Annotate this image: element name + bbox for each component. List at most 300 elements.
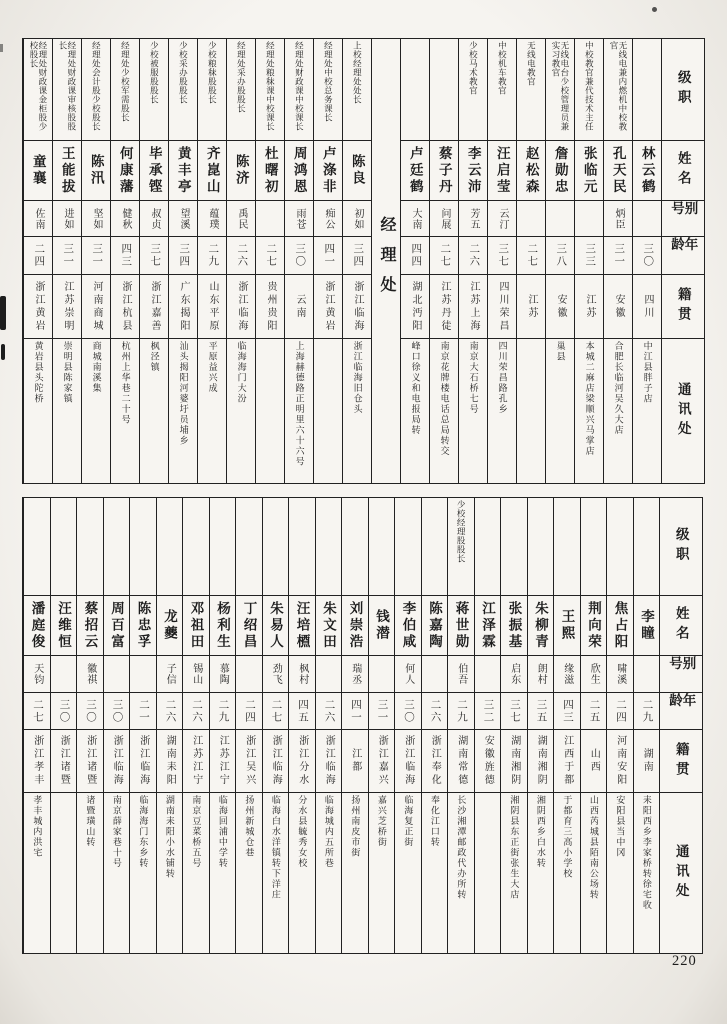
native-cell [157, 730, 183, 793]
name-cell-text: 李瞳 [639, 609, 654, 642]
section-label: 经理处 [378, 216, 395, 306]
name-cell [314, 141, 342, 201]
address-cell [475, 793, 501, 953]
address-cell-text: 临海海门大汾 [236, 341, 247, 404]
alias-cell [316, 656, 342, 693]
address-cell [501, 793, 527, 953]
address-cell-text: 安阳县当中冈 [615, 795, 626, 858]
native-cell [517, 275, 545, 339]
header-label-native: 籍贯 [675, 287, 691, 326]
native-cell-text: 江苏江宁 [190, 735, 202, 787]
name-cell-text: 卢廷鹤 [407, 145, 423, 196]
alias-cell [140, 201, 168, 237]
alias-cell [314, 201, 342, 237]
address-cell-text: 山西芮城县陌南公场转 [588, 795, 599, 900]
native-cell [581, 730, 607, 793]
header-cell-native [662, 275, 704, 339]
age-cell-text: 二七 [526, 243, 538, 268]
alias-cell [422, 656, 448, 693]
native-cell-text: 安徽旌德 [482, 735, 494, 787]
age-cell-text: 二七 [265, 243, 277, 268]
age-cell [607, 693, 633, 730]
alias-cell-text: 痴公 [323, 207, 334, 230]
age-cell-text: 二四 [615, 698, 626, 724]
native-cell [82, 275, 110, 339]
name-cell [140, 141, 168, 201]
header-label-rank: 级职 [673, 527, 689, 566]
name-cell [289, 596, 315, 656]
rank-cell [395, 498, 421, 596]
address-cell-text: 黄岩县头陀桥 [33, 341, 44, 404]
address-cell-text: 汕头揭阳河婆圩员埔乡 [178, 341, 189, 446]
address-cell [111, 339, 139, 483]
person-column [421, 498, 448, 953]
address-cell [316, 793, 342, 953]
address-cell [607, 793, 633, 953]
person-column [315, 498, 342, 953]
native-cell [24, 275, 52, 339]
alias-cell-text: 叔贞 [149, 207, 160, 230]
alias-cell [517, 201, 545, 237]
age-cell-text: 三一 [613, 243, 625, 268]
alias-cell [475, 656, 501, 693]
native-cell [256, 275, 284, 339]
header-cell-rank [660, 498, 702, 596]
scan-artifact [0, 44, 3, 52]
person-column [255, 39, 284, 483]
age-cell-text: 二九 [641, 698, 653, 724]
age-cell [24, 237, 52, 275]
age-cell-text: 三一 [91, 243, 103, 268]
rank-cell-text: 少校被服股股长 [149, 41, 160, 104]
rank-cell [169, 39, 197, 141]
address-cell [395, 793, 421, 953]
name-cell-text: 刘崇浩 [347, 600, 363, 651]
person-column [516, 39, 545, 483]
rank-cell [157, 498, 183, 596]
age-cell-text: 三二 [482, 698, 494, 724]
header-column [661, 39, 704, 483]
rank-cell-text: 经理处财政课中校课长 [294, 41, 305, 131]
alias-cell-text: 欣生 [588, 663, 600, 685]
native-cell-text: 浙江临海 [137, 735, 149, 787]
header-cell-name [660, 596, 702, 656]
rank-cell-text: 无线电台少校管理员兼实习教官 [551, 41, 570, 131]
address-cell [401, 339, 429, 483]
name-cell [198, 141, 226, 201]
address-cell [236, 793, 262, 953]
name-cell-text: 杜曙初 [262, 145, 278, 196]
age-cell-text: 三〇 [642, 243, 654, 268]
rank-cell [633, 39, 661, 141]
rank-cell [546, 39, 574, 141]
name-cell-text: 荆向荣 [586, 600, 601, 651]
native-cell-text: 浙江杭县 [120, 280, 131, 333]
age-cell-text: 二四 [33, 243, 45, 268]
name-cell-text: 齐崑山 [204, 145, 220, 196]
name-cell-text: 卢涤非 [320, 145, 336, 196]
name-cell [581, 596, 607, 656]
alias-cell-text: 朗村 [535, 663, 547, 685]
name-cell [210, 596, 236, 656]
age-cell [634, 693, 660, 730]
native-cell-text: 江苏崇明 [62, 280, 73, 333]
header-cell-name [662, 141, 704, 201]
address-cell [575, 339, 603, 483]
name-cell [369, 596, 395, 656]
native-cell-text: 浙江临海 [236, 280, 247, 333]
rank-cell [227, 39, 255, 141]
name-cell [501, 596, 527, 656]
age-cell [140, 237, 168, 275]
alias-cell [263, 656, 289, 693]
native-cell [604, 275, 632, 339]
alias-cell-text: 何人 [402, 663, 414, 685]
section-column [371, 39, 400, 483]
person-column [52, 39, 81, 483]
alias-cell [528, 656, 554, 693]
address-cell [343, 339, 371, 483]
native-cell-text: 江苏江宁 [217, 735, 229, 787]
address-cell-text: 湘阴西乡白水转 [535, 795, 546, 869]
person-column [580, 498, 607, 953]
address-cell-text: 平原益兴成 [207, 341, 218, 394]
name-cell [130, 596, 156, 656]
address-cell-text: 上海赫德路正明里六十六号 [294, 341, 305, 467]
alias-cell-text: 望溪 [178, 207, 189, 230]
name-cell [430, 141, 458, 201]
address-cell-text: 崇明县陈家镇 [62, 341, 73, 404]
name-cell-text: 詹勋忠 [552, 145, 568, 196]
native-cell-text: 湖北沔阳 [410, 280, 421, 333]
person-column [633, 498, 660, 953]
name-cell [343, 141, 371, 201]
age-cell [82, 237, 110, 275]
alias-cell-text: 禹民 [236, 207, 247, 230]
rank-cell [236, 498, 262, 596]
alias-cell-text: 问展 [439, 207, 450, 230]
alias-cell [210, 656, 236, 693]
age-cell-text: 二九 [217, 698, 229, 724]
name-cell [517, 141, 545, 201]
rank-cell-text: 少校马术教官 [468, 41, 479, 95]
person-column [632, 39, 661, 483]
address-cell [546, 339, 574, 483]
age-cell [24, 693, 50, 730]
address-cell [488, 339, 516, 483]
name-cell [111, 141, 139, 201]
name-cell [604, 141, 632, 201]
age-cell-text: 二六 [164, 698, 176, 724]
native-cell [475, 730, 501, 793]
alias-cell [285, 201, 313, 237]
age-cell [198, 237, 226, 275]
address-cell-text: 商城南溪集 [91, 341, 102, 394]
native-cell-text: 贵州贵阳 [265, 280, 276, 333]
address-cell [554, 793, 580, 953]
rank-cell-text: 上校经理处处长 [352, 41, 363, 104]
native-cell-text: 浙江临海 [270, 735, 282, 787]
alias-cell [111, 201, 139, 237]
age-cell [395, 693, 421, 730]
name-cell-text: 朱易人 [268, 600, 283, 651]
alias-cell [24, 201, 52, 237]
alias-cell [604, 201, 632, 237]
native-cell-text: 浙江吴兴 [243, 735, 255, 787]
rank-cell [256, 39, 284, 141]
native-cell-text: 江苏上海 [468, 280, 479, 333]
name-cell [401, 141, 429, 201]
age-cell-text: 三八 [555, 243, 567, 268]
alias-cell-text: 大南 [410, 207, 421, 230]
roster-table-bottom [22, 497, 703, 954]
native-cell [236, 730, 262, 793]
person-column [574, 39, 603, 483]
age-cell [401, 237, 429, 275]
rank-cell [140, 39, 168, 141]
address-cell-text: 扬州新城仓巷 [244, 795, 255, 858]
name-cell-text: 陈汛 [88, 154, 104, 187]
age-cell [475, 693, 501, 730]
rank-cell [130, 498, 156, 596]
rank-cell [401, 39, 429, 141]
rank-cell-text: 无线电兼内燃机中校教官 [609, 41, 628, 131]
name-cell-text: 蒋世勋 [453, 600, 469, 651]
age-cell-text: 三〇 [403, 698, 414, 724]
person-column [487, 39, 516, 483]
name-cell [263, 596, 289, 656]
age-cell-text: 二六 [323, 698, 335, 724]
person-column [23, 498, 50, 953]
alias-cell-text: 坚如 [91, 207, 102, 230]
name-cell-text: 童襄 [30, 154, 46, 187]
alias-cell [236, 656, 262, 693]
person-column [103, 498, 130, 953]
native-cell [488, 275, 516, 339]
name-cell [82, 141, 110, 201]
native-cell-text: 湖南湘阴 [508, 735, 520, 787]
person-column [197, 39, 226, 483]
name-cell-text: 张临元 [581, 145, 597, 196]
native-cell-text: 广东揭阳 [178, 280, 189, 333]
alias-cell [104, 656, 130, 693]
address-cell-text: 临海白水洋镇转下洋庄 [270, 795, 281, 900]
address-cell [634, 793, 660, 953]
age-cell-text: 二七 [32, 698, 43, 724]
age-cell-text: 三〇 [294, 243, 306, 268]
address-cell-text: 巢县 [555, 341, 566, 362]
age-cell-text: 三三 [584, 243, 596, 268]
age-cell [227, 237, 255, 275]
name-cell [546, 141, 574, 201]
native-cell [53, 275, 81, 339]
name-cell [342, 596, 368, 656]
person-column [458, 39, 487, 483]
age-cell [633, 237, 661, 275]
age-cell [459, 237, 487, 275]
person-column [284, 39, 313, 483]
header-label-age: 年龄 [669, 237, 698, 257]
person-column [545, 39, 574, 483]
age-cell-text: 三七 [497, 243, 509, 268]
person-column [81, 39, 110, 483]
name-cell-text: 陈济 [233, 154, 249, 187]
age-cell [316, 693, 342, 730]
header-cell-address [662, 339, 704, 483]
native-cell-text: 江苏 [584, 293, 595, 320]
age-cell-text: 四一 [350, 698, 361, 724]
address-cell [140, 339, 168, 483]
name-cell [51, 596, 77, 656]
name-cell [528, 596, 554, 656]
header-cell-age [662, 237, 704, 275]
age-cell-text: 三四 [352, 243, 364, 268]
alias-cell-text: 瑞丞 [349, 663, 361, 685]
alias-cell [448, 656, 474, 693]
alias-cell [342, 656, 368, 693]
rank-cell [263, 498, 289, 596]
age-cell-text: 四一 [323, 243, 335, 268]
rank-cell-text: 无线电教官 [526, 41, 537, 86]
rank-cell [183, 498, 209, 596]
alias-cell [633, 201, 661, 237]
person-column [262, 498, 289, 953]
native-cell [263, 730, 289, 793]
alias-cell [24, 656, 50, 693]
address-cell [169, 339, 197, 483]
alias-cell [53, 201, 81, 237]
address-cell [459, 339, 487, 483]
alias-cell [395, 656, 421, 693]
native-cell-text: 浙江黄岩 [33, 280, 44, 333]
alias-cell [581, 656, 607, 693]
name-cell [395, 596, 421, 656]
address-cell-text: 枫泾镇 [149, 341, 160, 373]
alias-cell [554, 656, 580, 693]
alias-cell-text: 啸溪 [614, 663, 626, 685]
address-cell-text: 临海海门东乡转 [138, 795, 149, 869]
rank-cell [475, 498, 501, 596]
age-cell [604, 237, 632, 275]
rank-cell [517, 39, 545, 141]
alias-cell [256, 201, 284, 237]
native-cell [285, 275, 313, 339]
rank-cell [289, 498, 315, 596]
name-cell-text: 张振基 [506, 600, 522, 651]
native-cell [111, 275, 139, 339]
rank-cell [448, 498, 474, 596]
name-cell [448, 596, 474, 656]
age-cell-text: 四四 [410, 243, 422, 268]
rank-cell [104, 498, 130, 596]
age-cell [581, 693, 607, 730]
age-cell [77, 693, 103, 730]
address-cell-text: 南京薛家巷十号 [111, 795, 122, 869]
person-column [209, 498, 236, 953]
age-cell-text: 二七 [439, 243, 451, 268]
person-column [429, 39, 458, 483]
alias-cell-text: 锡山 [190, 663, 202, 685]
address-cell-text: 嘉兴芝桥街 [376, 795, 387, 848]
rank-cell [422, 498, 448, 596]
address-cell [604, 339, 632, 483]
address-cell [157, 793, 183, 953]
age-cell [501, 693, 527, 730]
address-cell [633, 339, 661, 483]
header-cell-age [660, 693, 702, 730]
age-cell-text: 四三 [120, 243, 132, 268]
address-cell [24, 339, 52, 483]
header-label-name: 姓名 [673, 606, 689, 645]
person-column [156, 498, 183, 953]
name-cell [316, 596, 342, 656]
name-cell-text: 李伯咸 [400, 600, 416, 651]
age-cell [528, 693, 554, 730]
rank-cell [607, 498, 633, 596]
native-cell [140, 275, 168, 339]
alias-cell-text: 雨苍 [294, 207, 305, 230]
name-cell [157, 596, 183, 656]
native-cell-text: 浙江嘉兴 [376, 735, 388, 787]
native-cell [198, 275, 226, 339]
rank-cell-text: 经理处财政课金柜股少校股长 [29, 41, 48, 131]
alias-cell [401, 201, 429, 237]
native-cell-text: 浙江临海 [402, 735, 414, 787]
address-cell [53, 339, 81, 483]
native-cell-text: 四川 [642, 293, 653, 320]
name-cell [256, 141, 284, 201]
rank-cell [369, 498, 395, 596]
name-cell-text: 周鸿恩 [291, 145, 307, 196]
alias-cell [607, 656, 633, 693]
age-cell-text: 四五 [297, 698, 308, 724]
header-label-address: 通讯处 [673, 843, 689, 903]
native-cell [607, 730, 633, 793]
native-cell-text: 安徽 [555, 293, 566, 320]
alias-cell-text: 子信 [164, 663, 176, 685]
address-cell [210, 793, 236, 953]
native-cell [634, 730, 660, 793]
native-cell-text: 安徽 [613, 293, 624, 320]
person-column [110, 39, 139, 483]
age-cell-text: 二六 [429, 698, 441, 724]
native-cell-text: 浙江诸暨 [58, 735, 70, 787]
address-cell [314, 339, 342, 483]
name-cell-text: 王熙 [559, 609, 575, 642]
alias-cell-text: 云汀 [497, 207, 508, 230]
address-cell-text: 中江县胖子店 [642, 341, 653, 404]
name-cell-text: 邓祖田 [188, 600, 204, 651]
rank-cell [459, 39, 487, 141]
rank-cell-text: 经理处采办股股长 [236, 41, 247, 113]
rank-cell [314, 39, 342, 141]
header-column [659, 498, 702, 953]
name-cell-text: 陈良 [349, 154, 365, 187]
alias-cell-text: 炳臣 [613, 207, 624, 230]
address-cell [422, 793, 448, 953]
rank-cell-text: 经理处粮秣课中校课长 [265, 41, 276, 131]
name-cell-text: 汪启莹 [494, 145, 510, 196]
address-cell-text: 本城二麻店梁顺兴马掌店 [584, 341, 595, 457]
alias-cell [157, 656, 183, 693]
rank-cell [316, 498, 342, 596]
name-cell-text: 朱文田 [321, 600, 336, 651]
address-cell-text: 孝丰城内洪宅 [32, 795, 43, 858]
address-cell-text: 临海回浦中学转 [217, 795, 228, 869]
name-cell [24, 141, 52, 201]
name-cell [475, 596, 501, 656]
rank-cell [343, 39, 371, 141]
